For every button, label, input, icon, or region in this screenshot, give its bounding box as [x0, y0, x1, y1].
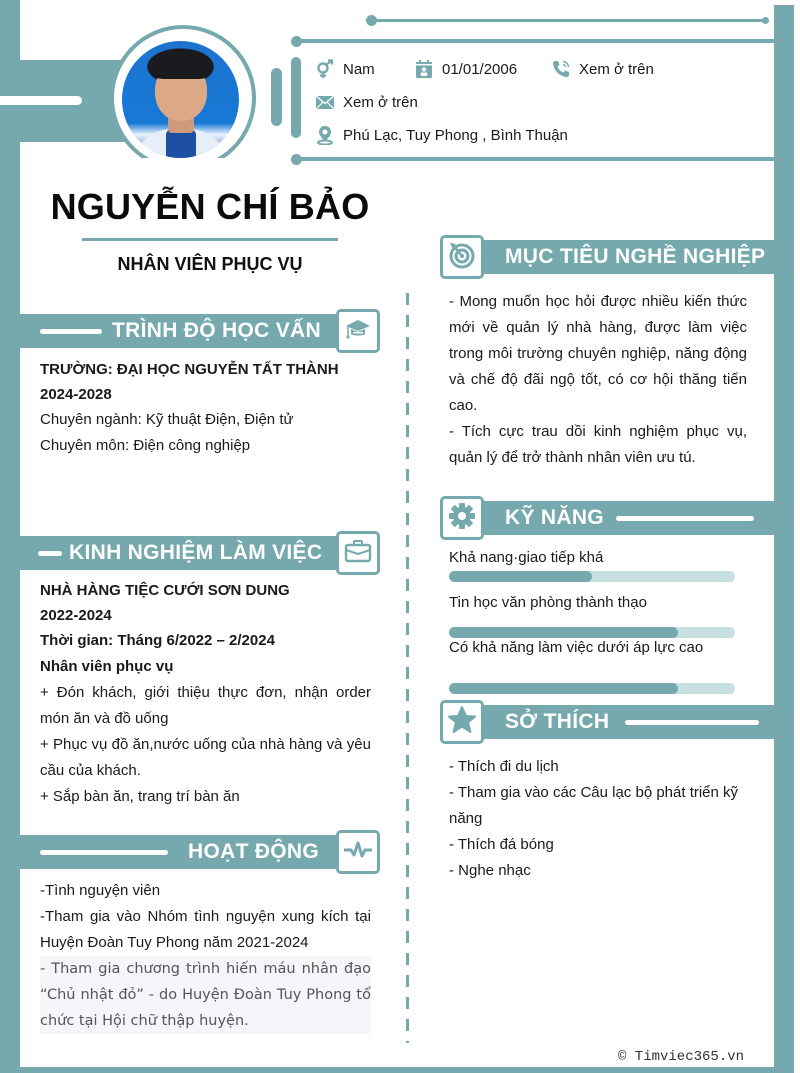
objective-item: - Mong muốn học hỏi được nhiều kiến thức mới về quản lý nhà hàng, được làm việc trong môi trường chuyên nghiệp, năng động và chế độ đãi ngộ tốt, có cơ hội thăng tiến cao.: [449, 293, 747, 414]
experience-role: Nhân viên phục vụ: [40, 658, 174, 675]
activities-icon-box: [336, 830, 380, 874]
hobby-item: - Thích đá bóng: [449, 836, 554, 853]
decor-line: [372, 19, 767, 22]
section-header-activities: HOẠT ĐỘNG: [20, 835, 340, 869]
hobbies-icon-box: [440, 700, 484, 744]
section-header-hobbies: SỞ THÍCH: [480, 705, 774, 739]
experience-duty: + Sắp bàn ăn, trang trí bàn ăn: [40, 788, 240, 805]
header-band-line: [0, 96, 82, 105]
skill-bar: [449, 683, 735, 694]
star-icon: [447, 705, 477, 740]
objective-item: - Tích cực trau dồi kinh nghiệm phục vụ, quản lý để trở thành nhân viên ưu tú.: [449, 423, 747, 466]
skill-label: Có khả năng làm việc dưới áp lực cao: [449, 639, 704, 656]
decor-dot: [762, 17, 769, 24]
activity-item: -Tình nguyện viên: [40, 882, 161, 899]
contact-gender: Nam: [315, 59, 375, 79]
skill-bar: [449, 627, 735, 638]
decor-dot: [291, 154, 302, 165]
decor-dot: [366, 15, 377, 26]
section-header-education: TRÌNH ĐỘ HỌC VẤN: [20, 314, 340, 348]
education-school: TRƯỜNG: ĐẠI HỌC NGUYỄN TẤT THÀNH: [40, 361, 339, 378]
activity-item: -Tham gia vào Nhóm tình nguyện xung kích tại Huyện Đoàn Tuy Phong năm 2021-2024: [40, 908, 371, 951]
activity-item: - Tham gia chương trình hiến máu nhân đạo “Chủ nhật đỏ” - do Huyện Đoàn Tuy Phong tổ chức tại Hội chữ thập huyện.: [40, 956, 371, 1034]
phone-icon: [551, 59, 571, 79]
target-icon: [447, 240, 477, 275]
skills-icon-box: [440, 496, 484, 540]
skill-label: Khả nang·giao tiếp khá: [449, 549, 604, 566]
pulse-icon: [343, 839, 373, 866]
contact-phone: Xem ở trên: [551, 59, 654, 79]
experience-years: 2022-2024: [40, 607, 112, 624]
hobby-item: - Thích đi du lịch: [449, 758, 559, 775]
footer-copyright: © Timviec365.vn: [618, 1049, 745, 1065]
education-years: 2024-2028: [40, 386, 112, 403]
decor-bar: [291, 57, 301, 138]
hobby-item: - Tham gia vào các Câu lạc bộ phát triển kỹ năng: [449, 784, 739, 827]
frame-right-border: [774, 5, 794, 1073]
frame-left-border: [0, 0, 20, 1073]
email-icon: [315, 92, 335, 112]
candidate-name: NGUYỄN CHÍ BẢO: [50, 186, 370, 227]
graduation-cap-icon: [344, 317, 372, 346]
briefcase-icon: [344, 539, 372, 568]
education-icon-box: [336, 309, 380, 353]
column-divider: [406, 293, 409, 1043]
frame-bottom-border: [0, 1067, 794, 1073]
experience-company: NHÀ HÀNG TIỆC CƯỚI SƠN DUNG: [40, 582, 290, 599]
decor-pill: [271, 68, 282, 126]
avatar: [122, 41, 239, 158]
gender-icon: [315, 59, 335, 79]
location-icon: [315, 125, 335, 145]
education-specialty: Chuyên môn: Điện công nghiệp: [40, 437, 251, 454]
contact-address: Phú Lạc, Tuy Phong , Bình Thuận: [315, 125, 568, 145]
decor-dot: [291, 36, 302, 47]
experience-period: Thời gian: Tháng 6/2022 – 2/2024: [40, 632, 275, 649]
education-major: Chuyên ngành: Kỹ thuật Điện, Điện tử: [40, 411, 294, 428]
objective-icon-box: [440, 235, 484, 279]
section-header-objective: MỤC TIÊU NGHỀ NGHIỆP: [480, 240, 774, 274]
skill-bar: [449, 571, 735, 582]
decor-line: [296, 39, 774, 43]
skill-label: Tin học văn phòng thành thạo: [449, 594, 647, 611]
gear-icon: [447, 501, 477, 536]
calendar-icon: [414, 59, 434, 79]
experience-duty: + Phục vụ đồ ăn,nước uống của nhà hàng và yêu cầu của khách.: [40, 736, 371, 779]
experience-icon-box: [336, 531, 380, 575]
name-underline: [82, 238, 338, 241]
contact-birthday: 01/01/2006: [414, 59, 517, 79]
experience-duty: + Đón khách, giới thiệu thực đơn, nhận order món ăn và đồ uống: [40, 684, 371, 727]
section-header-experience: KINH NGHIỆM LÀM VIỆC: [20, 536, 340, 570]
hobby-item: - Nghe nhạc: [449, 862, 531, 879]
section-header-skills: KỸ NĂNG: [480, 501, 774, 535]
avatar-ring-gap: [105, 158, 265, 174]
job-title: NHÂN VIÊN PHỤC VỤ: [117, 254, 303, 274]
contact-email: Xem ở trên: [315, 92, 418, 112]
decor-line: [296, 157, 774, 161]
